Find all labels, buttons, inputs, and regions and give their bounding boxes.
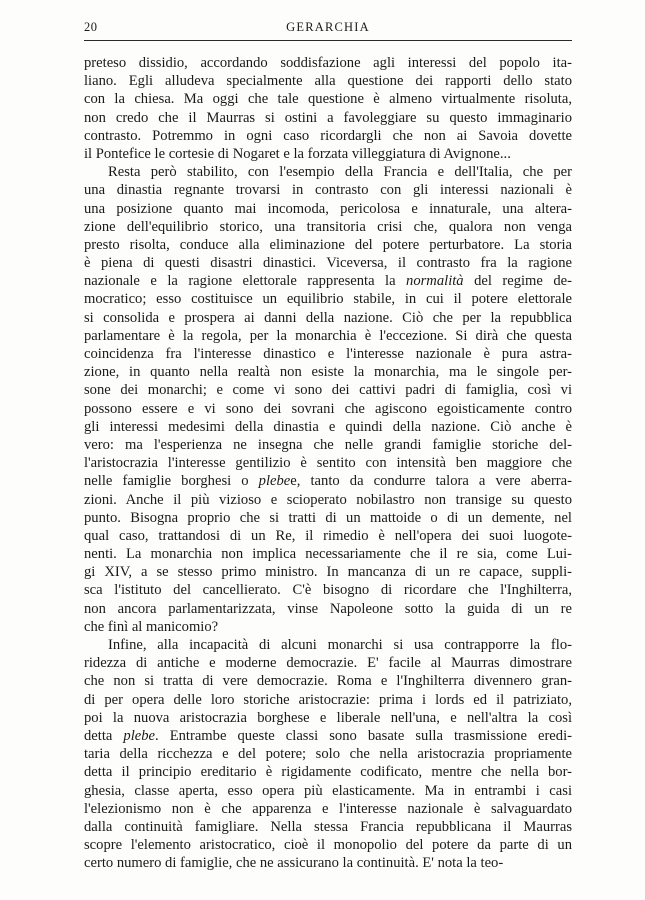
page-header [84,20,572,36]
text-line: ghesia, classe aperta, esso opera più elasticamente. Ma in entrambi i casi [84,782,572,799]
text-line: parlamentare è la regola, per la monarchia è l'eccezione. Si dirà che questa [84,327,572,344]
text-line: detta il principio ereditario è rigidamente codificato, mentre che nella bor- [84,764,572,781]
text-line: preteso dissidio, accordando soddisfazione agli interessi del popolo ita- [84,55,572,71]
paragraph [84,163,572,636]
text-line: Resta però stabilito, con l'esempio della Francia e dell'Italia, che per [108,164,572,181]
text-line: una posizione quanto mai incomoda, pericolosa e innaturale, una altera- [84,200,572,217]
text-line: zione, in quanto nella realtà non esiste la monarchia, ma le singole per- [84,364,572,381]
header-rule [84,40,572,41]
emphasis: plebe [123,727,156,744]
text-line: è piena di questi disastri dinastici. Viceversa, il contrasto fra la ragione [84,255,572,272]
running-title: GERARCHIA [286,20,370,34]
text-line: non credo che il Maurras si ostini a favoleggiare su questo immaginario [84,109,572,126]
text-line: non ancora parlamentarizzata, vinse Napoleone sotto la guida di un re [84,600,572,617]
text-line: sca l'istituto del cancellierato. C'è bisogno di ricordare che l'Inghilterra, [84,582,572,599]
text-line: gi XIV, a se stesso primo ministro. In mancanza di un re capace, suppli- [84,564,572,581]
text-line: qual caso, trattandosi di un Re, il rimedio è nell'opera dei suoi luogote- [84,527,572,544]
text-line: ridezza di antiche e moderne democrazie. E' facile al Maurras dimostrare [84,655,572,672]
text-line: contrasto. Potremmo in ogni caso ricordargli che non ai Savoia dovette [84,127,572,144]
text-line: dalla continuità famigliare. Nella stessa Francia repubblicana il Maurras [84,818,572,835]
text-line: presto risolta, conduce alla eliminazione del potere perturbatore. La storia [84,236,572,253]
text-line: sone dei monarchi; e come vi sono dei cattivi padri di famiglia, così vi [84,382,572,399]
text-line: che non si tratta di vere democrazie. Roma e l'Inghilterra divennero gran- [84,673,572,690]
text-line: una dinastia regnante trovarsi in contrasto con gli interessi nazionali è [84,182,572,199]
text-line: l'aristocrazia l'interesse gentilizio è sentito con intensità ben maggiore che [84,455,572,472]
text-line: di per opera delle loro storiche aristocrazie: prima i lords ed il patriziato, [84,691,572,708]
text-line: poi la nuova aristocrazia borghese e liberale nell'una, e nell'altra la così [84,709,572,726]
text-line: nenti. La monarchia non implica necessariamente che il re sia, come Lui- [84,546,572,563]
emphasis: plebe [258,473,291,490]
text-line: liano. Egli alludeva specialmente alla questione dei rapporti dello stato [84,73,572,90]
text-line: taria della ricchezza e del potere; solo che nella aristocrazia propriamente [84,746,572,763]
text-line: l'elezionismo non è che apparenza e l'interesse nazionale è salvaguardato [84,800,572,817]
text-line: zioni. Anche il più vizioso e scioperato nobilastro non transige su questo [84,491,572,508]
text-line: Infine, alla incapacità di alcuni monarchi si usa contrapporre la flo- [108,637,572,653]
text-line: possono essere e vi sono dei sovrani che agiscono egoisticamente contro [84,400,572,417]
emphasis: normalità [406,273,464,290]
text-line: scopre l'elemento aristocratico, cioè il monopolio del potere da parte di un [84,837,572,854]
text-line: con la chiesa. Ma oggi che tale questione è almeno virtualmente risoluta, [84,91,572,108]
text-line: gli interessi medesimi della dinastia e quindi della nazione. Ciò anche è [84,418,572,435]
text-line: certo numero di famiglie, che ne assicurano la continuità. E' nota la teo- [84,855,504,872]
text-line: il Pontefice le cortesie di Nogaret e la forzata villeggiatura di Avignone... [84,145,511,162]
text-line: nelle famiglie borghesi o plebee, tanto da condurre talora a vere aberra- [84,473,572,490]
text-line: vero: ma l'esperienza ne insegna che nelle grandi famiglie storiche del- [84,436,572,453]
text-line: mocratico; esso costituisce un equilibrio stabile, in cui il potere elettorale [84,291,572,308]
text-line: si consolida e prospera ai danni della nazione. Ciò che per la repubblica [84,309,572,326]
text-line: nazionale e la ragione elettorale rappresenta la normalità del regime de- [84,273,572,290]
text-line: zione dell'equilibrio storico, una transitoria crisi che, qualora non venga [84,218,572,235]
text-line: detta plebe. Entrambe queste classi sono basate sulla trasmissione eredi- [84,727,572,744]
paragraph [84,54,572,163]
text-line: coincidenza fra l'interesse dinastico e l'interesse nazionale è pura astra- [84,346,572,362]
paragraph [84,636,572,872]
text-line: che finì al manicomio? [84,618,219,635]
body-text [84,54,572,872]
text-line: punto. Bisogna proprio che si tratti di un mattoide o di un demente, nel [84,509,572,526]
page-number: 20 [84,20,98,34]
